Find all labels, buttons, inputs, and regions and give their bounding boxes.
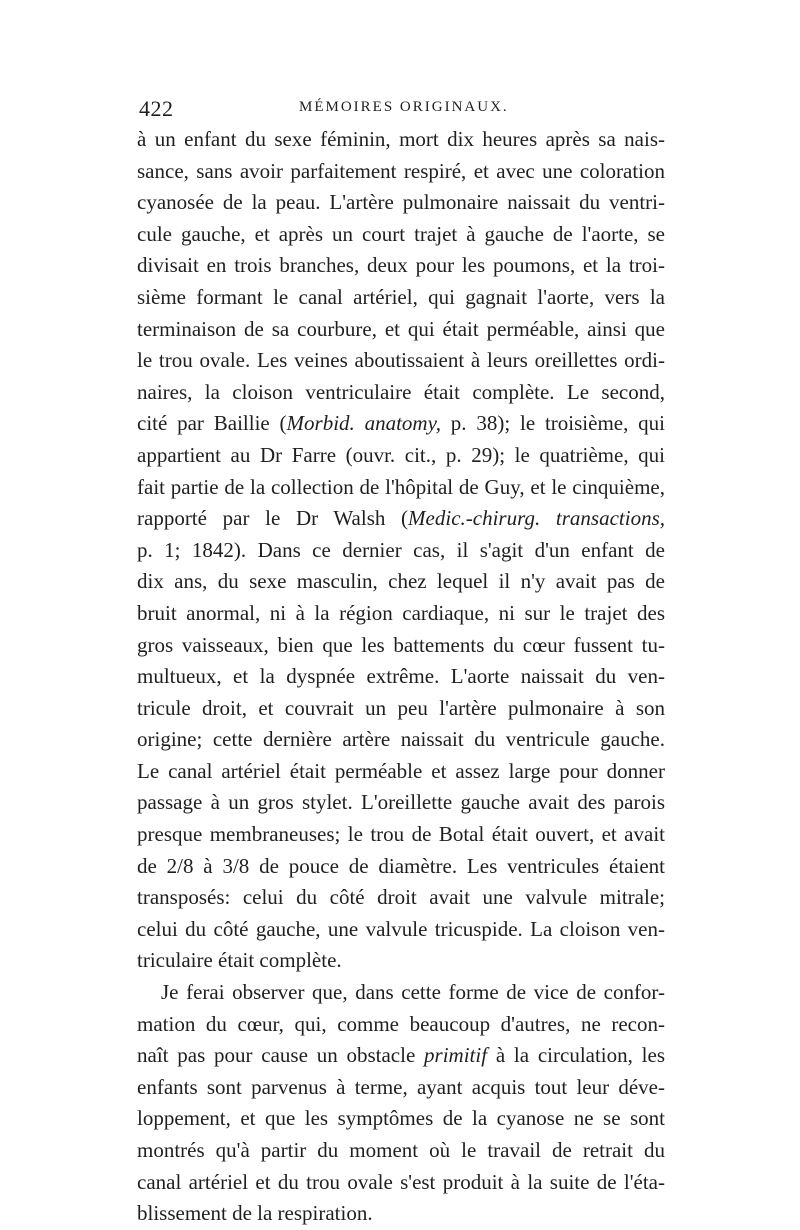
text-segment: sance, sans avoir parfaitement respiré, et avec une coloration [137,158,665,183]
text-segment: origine; cette dernière artère naissait du ventricule gauche. [137,727,665,752]
text-segment: canal artériel et du trou ovale s'est produit à la suite de l'éta- [137,1169,665,1194]
text-line [137,1009,665,1041]
text-segment: bruit anormal, ni à la région cardiaque, ni sur le trajet des [137,600,665,625]
italic-text: Medic.-chirurg. transactions, [408,506,665,531]
text-segment: gros vaisseaux, bien que les battements du cœur fussent tu- [137,632,665,657]
text-line [137,1072,665,1104]
page-number: 422 [139,96,174,121]
text-line [137,219,665,251]
text-line [137,472,665,504]
text-segment: celui du côté gauche, une valvule tricuspide. La cloison ven- [137,916,665,941]
text-line [137,819,665,851]
text-line [137,598,665,630]
text-segment: p. 38); le troisième, qui [441,411,665,436]
text-segment: montrés qu'à partir du moment où le travail de retrait du [137,1138,665,1162]
text-segment: mation du cœur, qui, comme beaucoup d'autres, ne recon- [137,1011,665,1036]
text-line [137,124,665,156]
text-segment: cule gauche, et après un court trajet à gauche de l'aorte, se [137,221,665,246]
text-line [137,724,665,756]
text-line [137,282,665,314]
text-line [137,693,665,725]
text-line [137,535,665,567]
text-segment: passage à un gros stylet. L'oreillette gauche avait des parois [137,790,665,815]
text-segment: cyanosée de la peau. L'artère pulmonaire naissait du ventri- [137,190,665,215]
text-segment: Le canal artériel était perméable et assez large pour donner [137,758,665,783]
text-segment: transposés: celui du côté droit avait une valvule mitrale; [137,885,665,910]
text-segment: naît pas pour cause un obstacle [137,1043,425,1068]
text-line [137,756,665,788]
text-line [137,187,665,219]
body-text [137,124,665,1230]
text-line [137,1167,665,1199]
text-line [137,314,665,346]
text-segment: enfants sont parvenus à terme, ayant acquis tout leur déve- [137,1074,665,1099]
text-line [137,156,665,188]
text-line [137,914,665,946]
text-segment: de 2/8 à 3/8 de pouce de diamètre. Les ventricules étaient [137,853,665,878]
text-segment: rapporté par le Dr Walsh ( [137,506,409,531]
text-segment: Je ferai observer que, dans cette forme de vice de confor- [161,980,665,1005]
text-line [137,440,665,472]
text-line [137,851,665,883]
text-segment: appartient au Dr Farre (ouvr. cit., p. 29); le quatrième, qui [137,442,665,467]
text-line [137,630,665,662]
italic-text: Morbid. anatomy, [286,411,441,436]
text-segment: sième formant le canal artériel, qui gagnait l'aorte, vers la [137,284,665,309]
text-segment: divisait en trois branches, deux pour les poumons, et la troi- [137,253,665,278]
text-line [137,250,665,282]
text-line [137,977,665,1009]
text-line [137,882,665,914]
text-segment: dix ans, du sexe masculin, chez lequel il n'y avait pas de [137,569,665,594]
text-segment: tricule droit, et couvrait un peu l'artère pulmonaire à son [137,695,665,720]
text-line [137,566,665,598]
text-segment: multueux, et la dyspnée extrême. L'aorte naissait du ven- [137,664,665,689]
text-segment: p. 1; 1842). Dans ce dernier cas, il s'agit d'un enfant de [137,537,665,562]
running-title: MÉMOIRES ORIGINAUX. [299,99,509,115]
text-line [137,1040,665,1072]
text-segment: loppement, et que les symptômes de la cyanose ne se sont [137,1106,665,1131]
text-segment: triculaire était complète. [137,948,342,973]
text-line [137,1135,665,1167]
text-line [137,1103,665,1135]
text-line [137,1198,665,1230]
text-segment: fait partie de la collection de l'hôpital de Guy, et le cinquième, [137,474,665,499]
text-line [137,408,665,440]
text-segment: naires, la cloison ventriculaire était complète. Le second, [137,379,665,404]
italic-text: primitif [424,1043,488,1068]
text-line [137,345,665,377]
text-line [137,503,665,535]
text-line [137,787,665,819]
text-segment: à la circulation, les [487,1043,665,1068]
text-segment: cité par Baillie ( [137,411,287,436]
text-segment: presque membraneuses; le trou de Botal était ouvert, et avait [137,822,665,847]
text-segment: blissement de la respiration. [137,1201,373,1226]
text-segment: le trou ovale. Les veines aboutissaient à leurs oreillettes ordi- [137,348,665,373]
text-line [137,945,665,977]
running-head [139,96,679,126]
text-line [137,377,665,409]
text-segment: à un enfant du sexe féminin, mort dix heures après sa nais- [137,127,665,151]
text-segment: terminaison de sa courbure, et qui était perméable, ainsi que [137,316,665,341]
text-line [137,661,665,693]
